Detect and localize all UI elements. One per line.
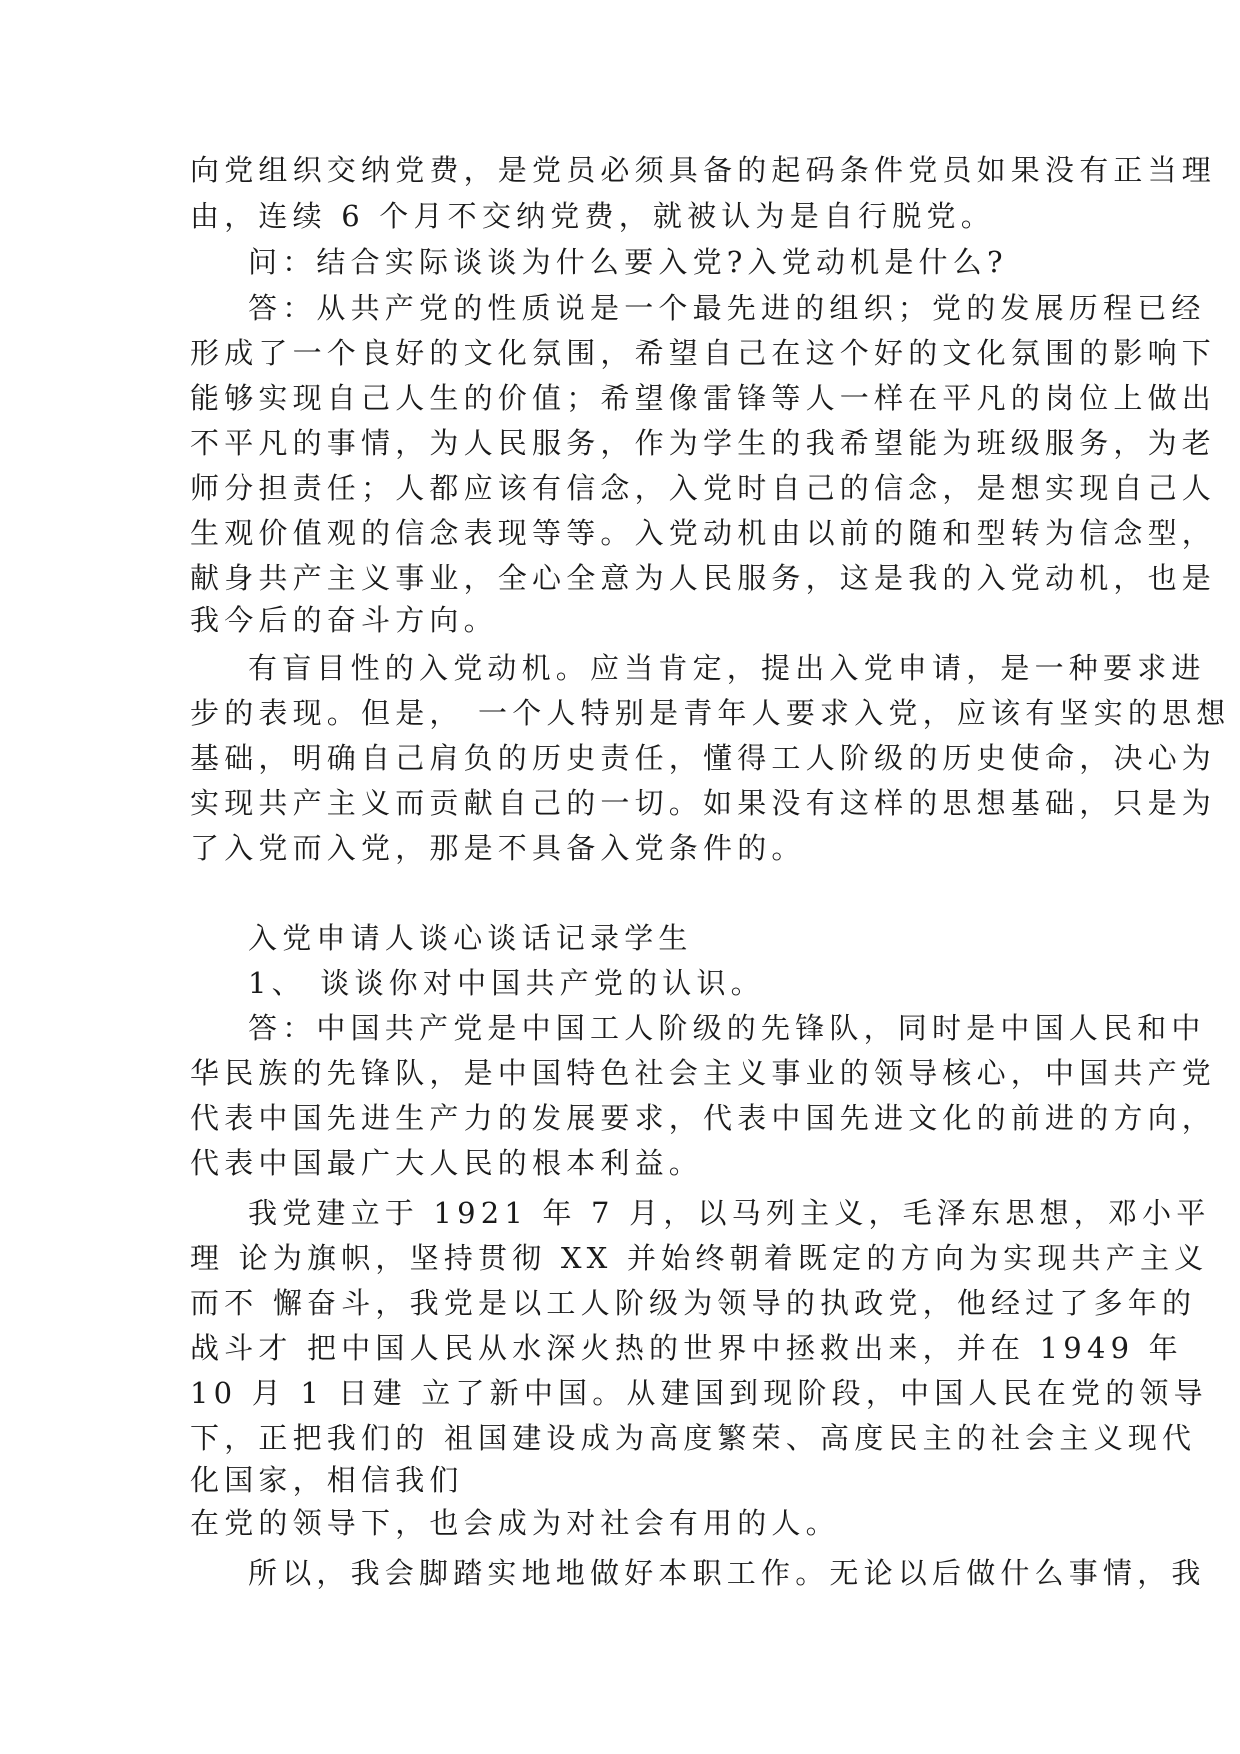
section-title: 入党申请人谈心谈话记录学生	[248, 921, 693, 955]
text-line: 基础，明确自己肩负的历史责任，懂得工人阶级的历史使命，决心为	[190, 741, 1217, 775]
text-line: 形成了一个良好的文化氛围，希望自己在这个好的文化氛围的影响下	[190, 336, 1217, 370]
text-line: 我党建立于 1921 年 7 月，以马列主义，毛泽东思想，邓小平	[248, 1196, 1211, 1230]
text-line: 步的表现。但是， 一个人特别是青年人要求入党，应该有坚实的思想	[190, 696, 1231, 730]
text-line: 献身共产主义事业，全心全意为人民服务，这是我的入党动机，也是	[190, 561, 1217, 595]
text-line: 下，正把我们的 祖国建设成为高度繁荣、高度民主的社会主义现代	[190, 1421, 1197, 1455]
text-line: 问：结合实际谈谈为什么要入党?入党动机是什么?	[248, 245, 1008, 279]
question-line: 1、 谈谈你对中国共产党的认识。	[248, 966, 765, 1000]
text-line: 代表中国最广大人民的根本利益。	[190, 1146, 704, 1180]
text-line: 不平凡的事情，为人民服务，作为学生的我希望能为班级服务，为老	[190, 426, 1217, 460]
text-line: 答：从共产党的性质说是一个最先进的组织；党的发展历程已经	[248, 291, 1206, 325]
text-line: 华民族的先锋队，是中国特色社会主义事业的领导核心，中国共产党	[190, 1056, 1217, 1090]
text-line: 有盲目性的入党动机。应当肯定，提出入党申请，是一种要求进	[248, 651, 1206, 685]
text-line: 了入党而入党，那是不具备入党条件的。	[190, 831, 806, 865]
text-line: 答：中国共产党是中国工人阶级的先锋队，同时是中国人民和中	[248, 1011, 1206, 1045]
text-line: 所以，我会脚踏实地地做好本职工作。无论以后做什么事情，我	[248, 1556, 1206, 1590]
text-line: 理 论为旗帜，坚持贯彻 XX 并始终朝着既定的方向为实现共产主义	[190, 1241, 1209, 1275]
text-line: 代表中国先进生产力的发展要求，代表中国先进文化的前进的方向，	[190, 1101, 1217, 1135]
text-line: 10 月 1 日建 立了新中国。从建国到现阶段，中国人民在党的领导	[190, 1376, 1208, 1410]
text-line: 能够实现自己人生的价值；希望像雷锋等人一样在平凡的岗位上做出	[190, 381, 1217, 415]
text-line: 而不 懈奋斗，我党是以工人阶级为领导的执政党，他经过了多年的	[190, 1286, 1197, 1320]
text-line: 在党的领导下，也会成为对社会有用的人。	[190, 1506, 840, 1540]
text-line: 我今后的奋斗方向。	[190, 603, 498, 637]
text-line: 师分担责任；人都应该有信念，入党时自己的信念，是想实现自己人	[190, 471, 1217, 505]
text-line: 由，连续 6 个月不交纳党费，就被认为是自行脱党。	[190, 199, 995, 233]
text-line: 实现共产主义而贡献自己的一切。如果没有这样的思想基础，只是为	[190, 786, 1217, 820]
text-line: 战斗才 把中国人民从水深火热的世界中拯救出来，并在 1949 年	[190, 1331, 1183, 1365]
text-line: 生观价值观的信念表现等等。入党动机由以前的随和型转为信念型，	[190, 516, 1217, 550]
text-line: 化国家，相信我们	[190, 1463, 464, 1497]
text-line: 向党组织交纳党费，是党员必须具备的起码条件党员如果没有正当理	[190, 153, 1217, 187]
